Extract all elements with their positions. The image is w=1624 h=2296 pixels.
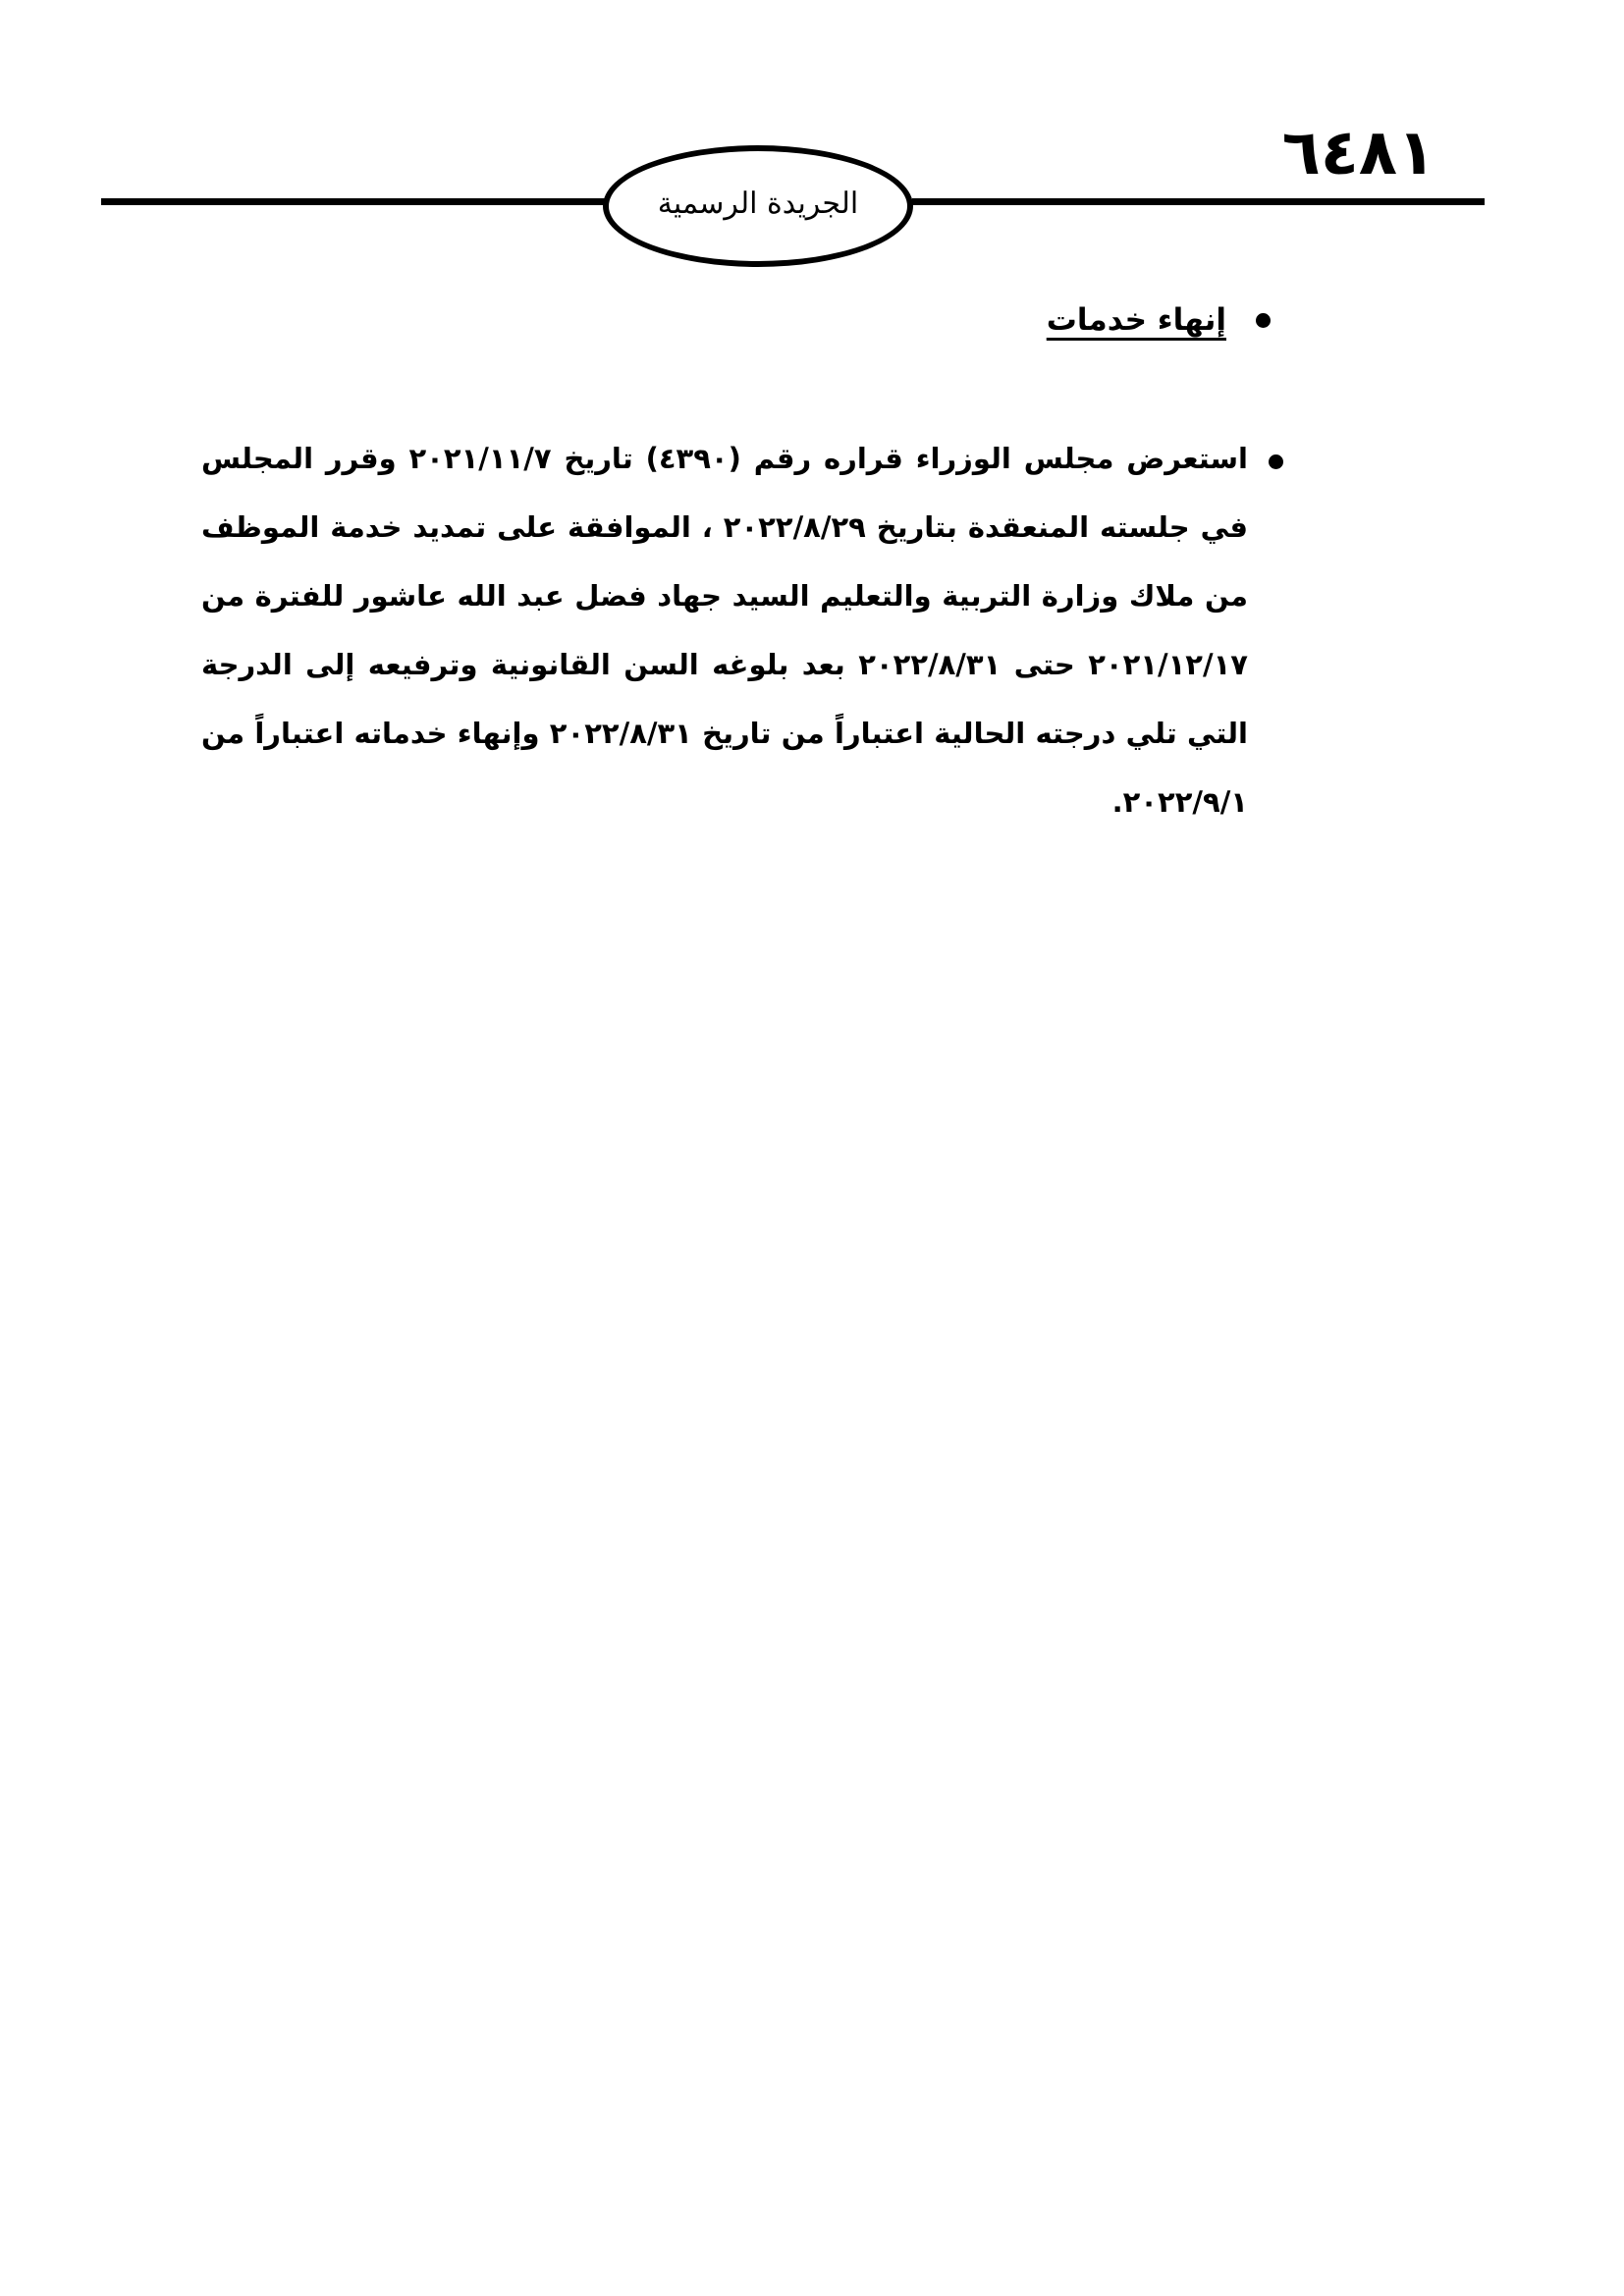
decision-text: استعرض مجلس الوزراء قراره رقم (٤٣٩٠) تاريخ ٢٠٢١/١١/٧ وقرر المجلس في جلسته المنعقدة بتاريخ ٢٠٢٢/٨/٢٩ ، الموافقة على تمديد خدمة الموظف من ملاك وزارة التربية والتعليم السيد جهاد فضل عبد الله عاشور للفترة من ٢٠٢١/١٢/١٧ حتى ٢٠٢٢/٨/٣١ بعد بلوغه السن القانونية وترفيعه إلى الدرجة التي تلي درجته الحالية اعتباراً من تاريخ ٢٠٢٢/٨/٣١ وإنهاء خدماته اعتباراً من ٢٠٢٢/٩/١.	[201, 442, 1248, 819]
bullet-icon	[1269, 454, 1283, 469]
page-number: ٦٤٨١	[1281, 117, 1435, 189]
section-heading-text: إنهاء خدمات	[1046, 302, 1226, 338]
gazette-title: الجريدة الرسمية	[657, 186, 859, 221]
bullet-icon	[1256, 313, 1271, 328]
header-rule-left	[101, 198, 607, 205]
header-rule-right	[912, 198, 1485, 205]
decision-bullet-column	[1254, 424, 1297, 836]
decision-paragraph	[201, 424, 1297, 836]
gazette-title-oval	[603, 145, 913, 267]
section-heading	[1047, 302, 1271, 338]
